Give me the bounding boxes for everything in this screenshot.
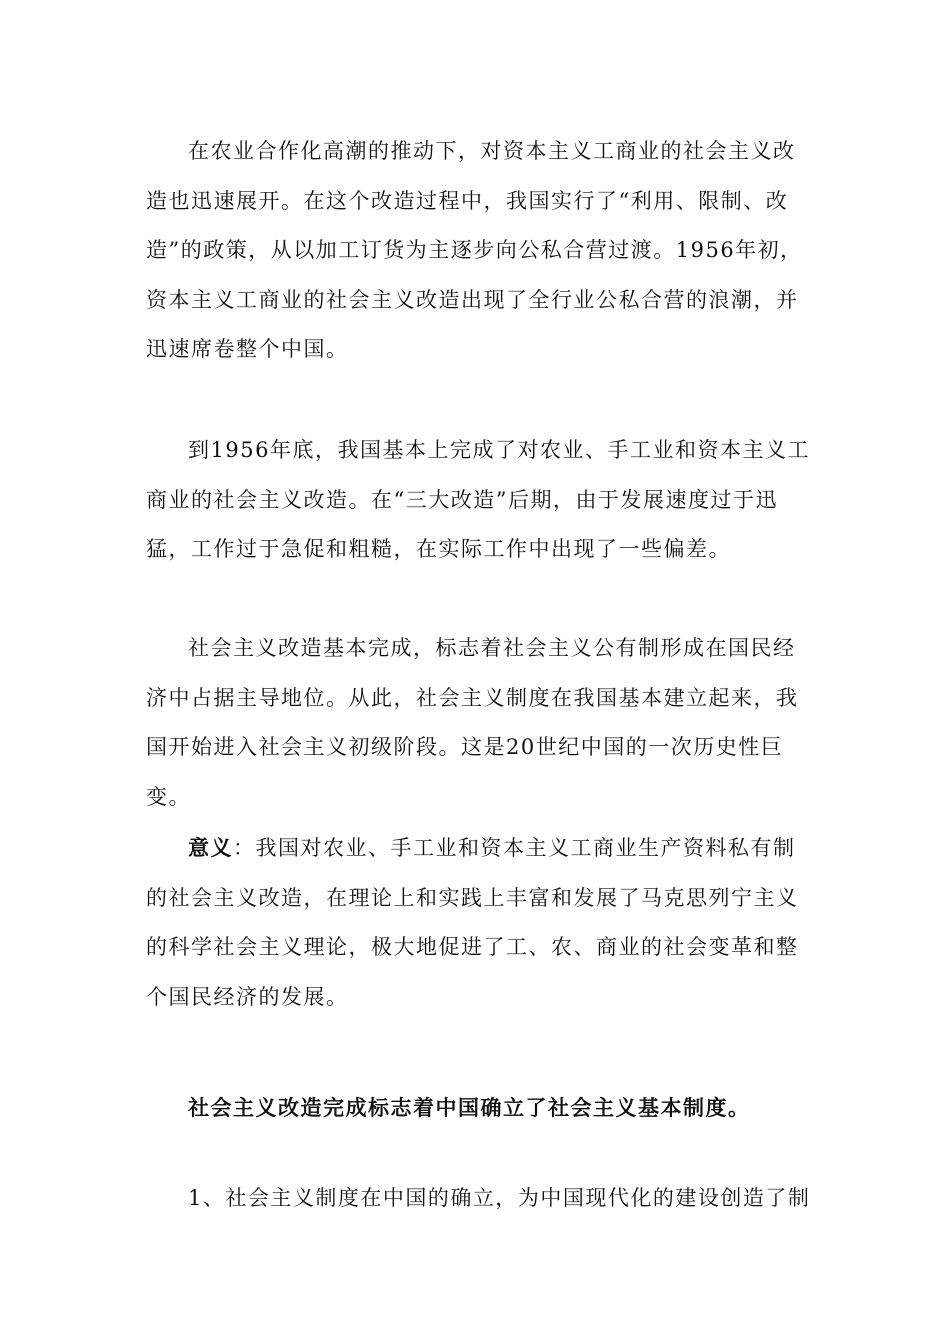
- significance-text: 我国对农业、手工业和资本主义工商业生产资料私有制的社会主义改造，在理论上和实践上丰富和发展了马克思列宁主义的科学社会主义理论，极大地促进了工、农、商业的社会变革和整个国民经济的发展。: [146, 836, 799, 1009]
- paragraph-socialist-system-established: 社会主义改造基本完成，标志着社会主义公有制形成在国民经济中占据主导地位。从此，社会主义制度在我国基本建立起来，我国开始进入社会主义初级阶段。这是20世纪中国的一次历史性巨变。: [146, 636, 799, 809]
- significance-separator: ：: [233, 836, 256, 860]
- paragraph-significance: [146, 823, 816, 1022]
- paragraph-commerce-transformation: 在农业合作化高潮的推动下，对资本主义工商业的社会主义改造也迅速展开。在这个改造过程中，我国实行了“利用、限制、改造”的政策，从以加工订货为主逐步向公私合营过渡。1956年初，资本主义工商业的社会主义改造出现了全行业公私合营的浪潮，并迅速席卷整个中国。: [146, 139, 803, 361]
- list-item-1: 1、社会主义制度在中国的确立，为中国现代化的建设创造了制: [188, 1186, 811, 1210]
- section-heading: 社会主义改造完成标志着中国确立了社会主义基本制度。: [188, 1095, 751, 1120]
- paragraph-1956-completion: 到1956年底，我国基本上完成了对农业、手工业和资本主义工商业的社会主义改造。在“三大改造”后期，由于发展速度过于迅猛，工作过于急促和粗糙，在实际工作中出现了一些偏差。: [146, 438, 810, 561]
- significance-label: 意义: [188, 835, 233, 860]
